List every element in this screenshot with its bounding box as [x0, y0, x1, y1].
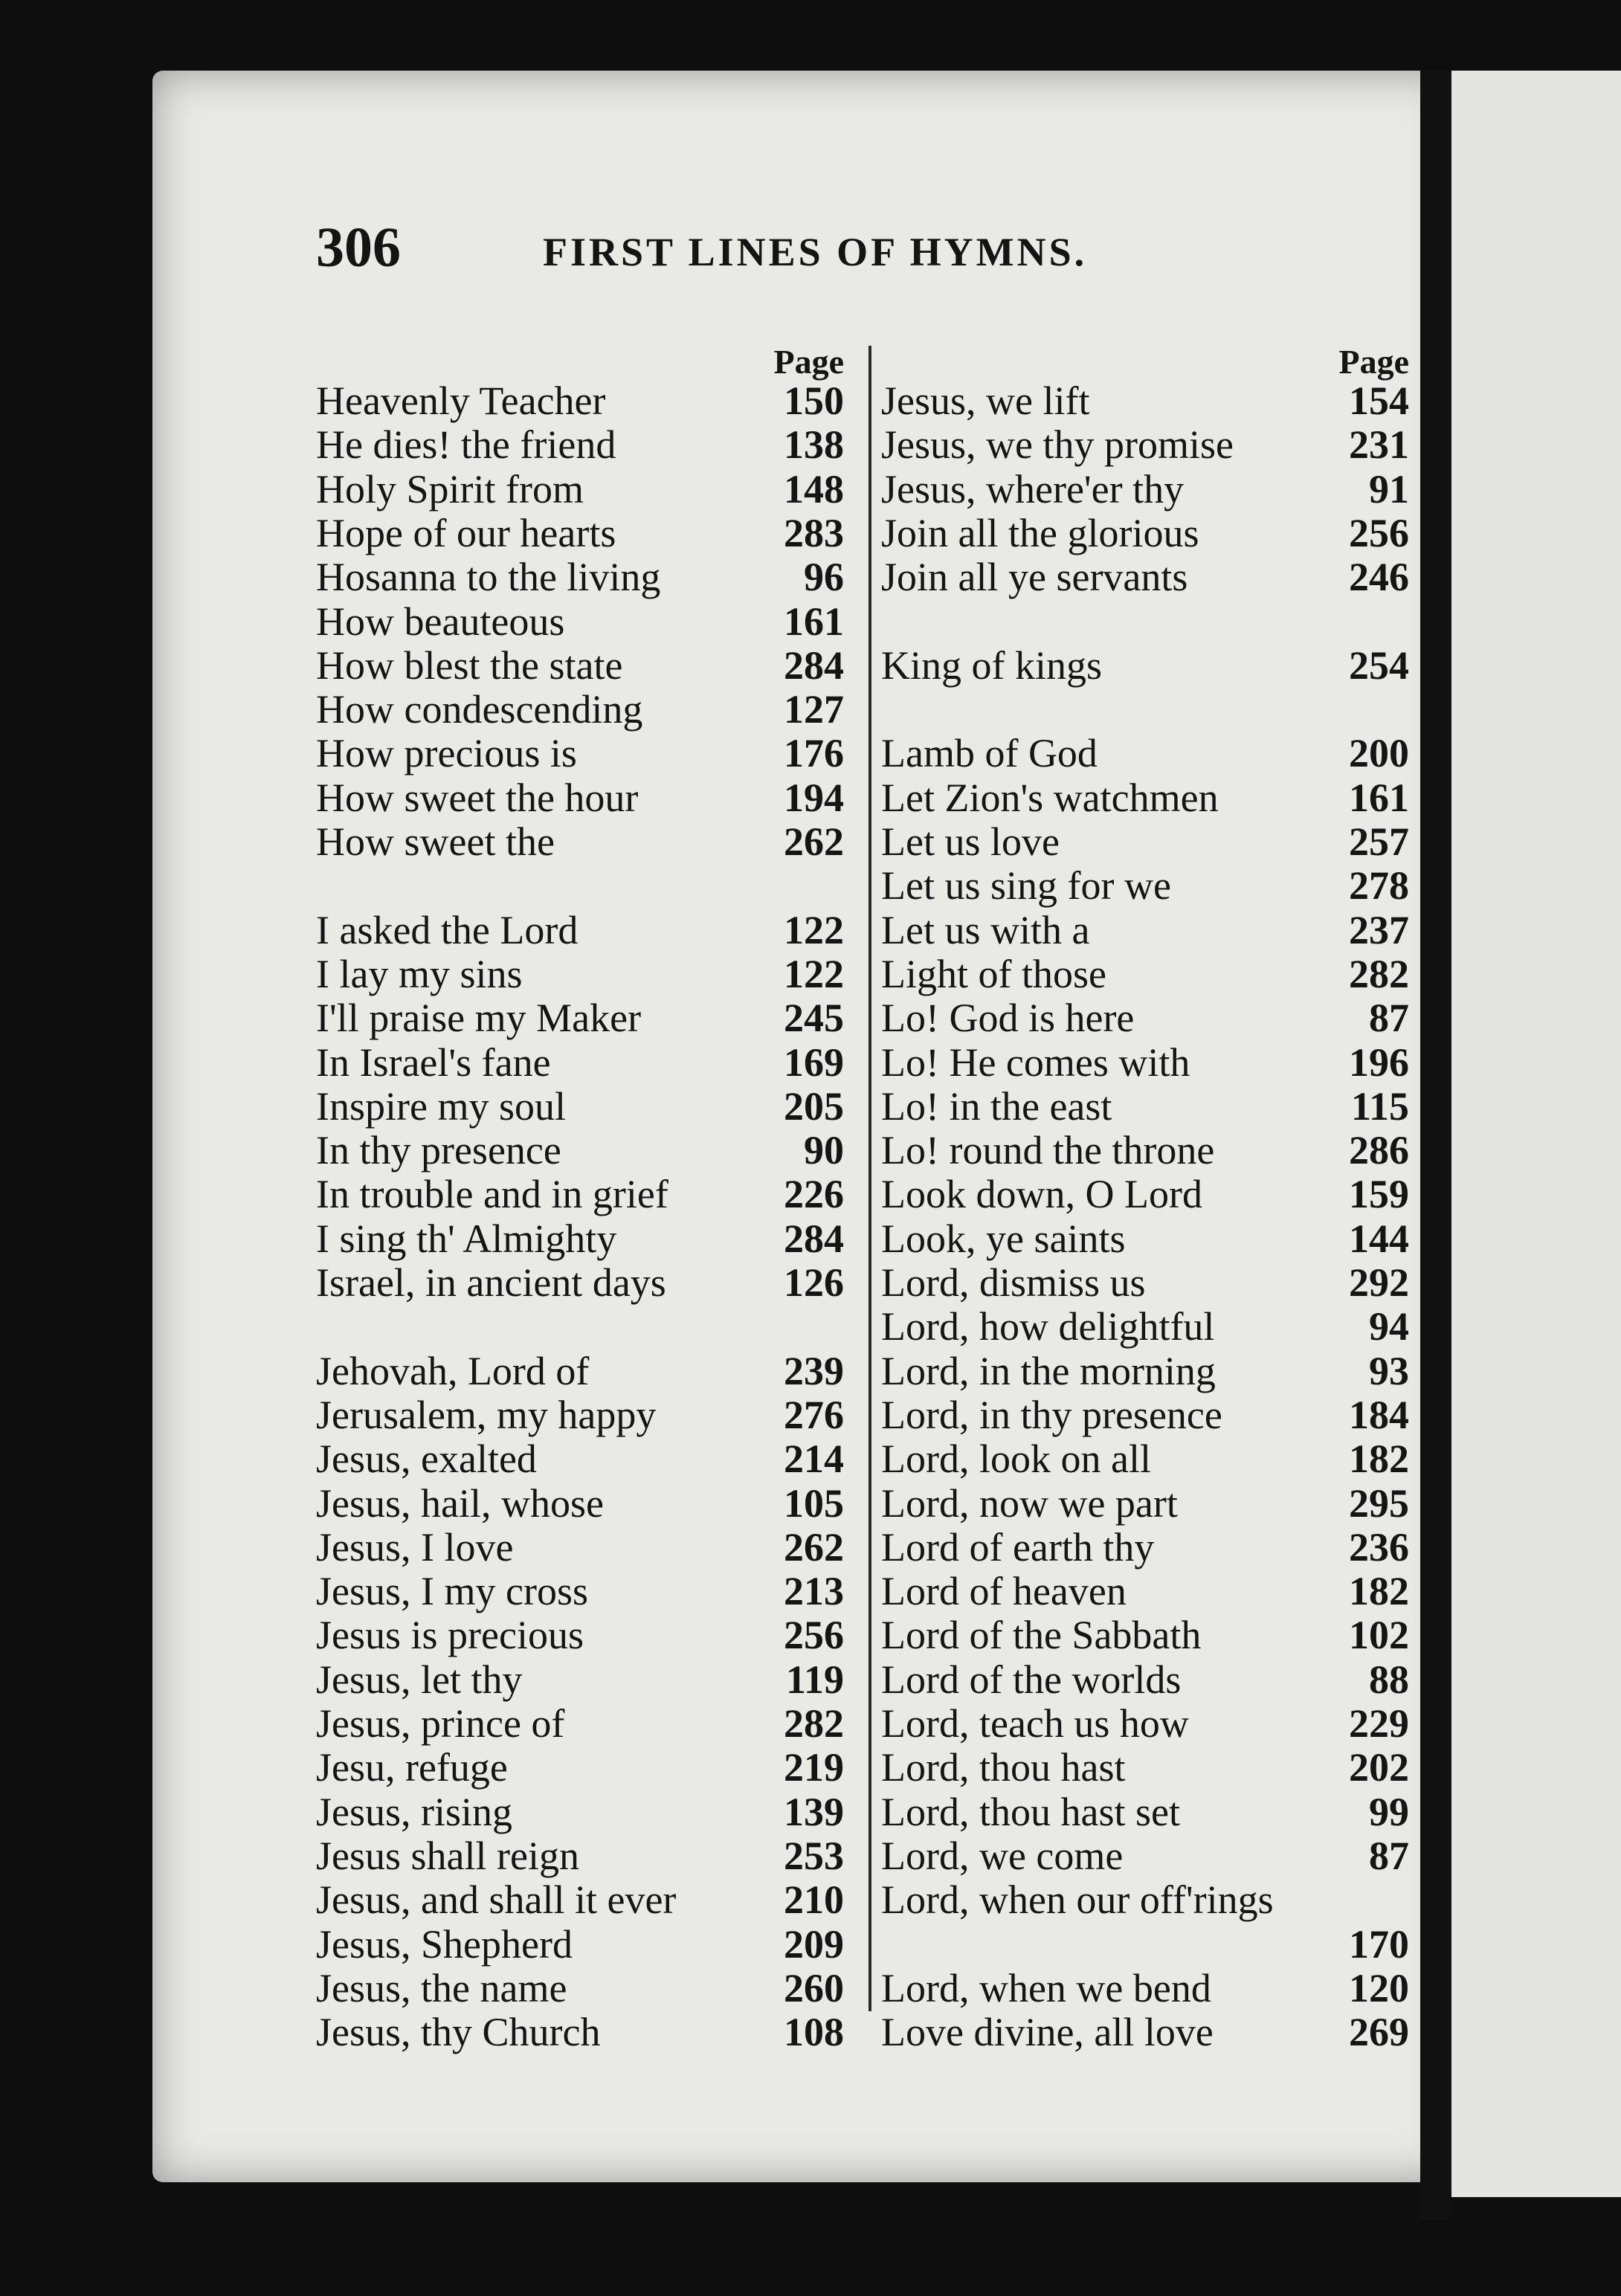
hymn-first-line: Let us sing for we — [881, 863, 1171, 909]
index-entry — [316, 1305, 844, 1349]
hymn-first-line: Jesus, where'er thy — [881, 466, 1185, 512]
hymn-first-line: Jesus, hail, whose — [316, 1480, 604, 1526]
index-entry — [316, 1129, 844, 1173]
index-entry — [316, 512, 844, 555]
hymn-page-number: 93 — [1369, 1348, 1409, 1393]
hymn-first-line: How sweet the — [316, 819, 555, 864]
hymn-first-line: Lord, look on all — [881, 1436, 1151, 1482]
index-entry — [881, 1746, 1409, 1790]
hymn-first-line: Look, ye saints — [881, 1216, 1126, 1261]
hymn-first-line: Jesus shall reign — [316, 1833, 579, 1878]
hymn-first-line: Israel, in ancient days — [316, 1260, 666, 1305]
hymn-page-number: 122 — [784, 951, 844, 996]
hymn-first-line: Lord, how delightful — [881, 1304, 1215, 1349]
hymn-page-number: 182 — [1349, 1436, 1409, 1482]
hymn-page-number: 254 — [1349, 642, 1409, 688]
hymn-page-number: 88 — [1369, 1657, 1409, 1702]
hymn-page-number: 219 — [784, 1745, 844, 1790]
hymn-first-line: Jesus, thy Church — [316, 2010, 601, 2055]
hymn-page-number: 283 — [784, 510, 844, 555]
hymn-page-number: 269 — [1349, 2010, 1409, 2055]
index-entry — [316, 555, 844, 599]
hymn-page-number: 96 — [804, 555, 844, 600]
hymn-first-line: Lamb of God — [881, 731, 1098, 776]
hymn-page-number: 94 — [1369, 1304, 1409, 1349]
hymn-first-line: Lord, now we part — [881, 1480, 1178, 1526]
hymn-page-number: 102 — [1349, 1613, 1409, 1658]
page-column-label: Page — [1338, 343, 1409, 381]
hymn-first-line: Jesus, prince of — [316, 1701, 565, 1746]
index-entry — [881, 1305, 1409, 1349]
index-entry — [316, 2010, 844, 2054]
hymn-page-number: 202 — [1349, 1745, 1409, 1790]
hymn-first-line: Jesus, the name — [316, 1965, 567, 2010]
hymn-page-number: 210 — [784, 1877, 844, 1923]
index-entry — [316, 1967, 844, 2010]
index-entry — [881, 1482, 1409, 1526]
index-entry — [881, 423, 1409, 467]
hymn-page-number: 99 — [1369, 1789, 1409, 1834]
hymn-first-line: Hope of our hearts — [316, 510, 616, 555]
hymn-first-line: Lo! God is here — [881, 996, 1135, 1041]
hymn-first-line: Lo! in the east — [881, 1083, 1112, 1129]
hymn-page-number: 239 — [784, 1348, 844, 1393]
column-divider — [868, 346, 871, 2011]
hymn-first-line: How sweet the hour — [316, 775, 639, 820]
index-entry — [316, 1482, 844, 1526]
hymn-page-number: 236 — [1349, 1524, 1409, 1570]
index-entry — [881, 600, 1409, 644]
hymn-first-line: Lord, dismiss us — [881, 1260, 1146, 1305]
hymn-page-number: 115 — [1350, 1083, 1409, 1129]
index-entry — [316, 1085, 844, 1129]
hymn-page-number: 237 — [1349, 907, 1409, 952]
index-entry — [316, 688, 844, 732]
index-entry — [881, 1967, 1409, 2010]
index-entry — [881, 644, 1409, 688]
index-entry — [316, 820, 844, 864]
hymn-page-number: 148 — [784, 466, 844, 512]
hymn-page-number: 105 — [784, 1480, 844, 1526]
index-entry — [316, 909, 844, 952]
hymn-first-line: Inspire my soul — [316, 1083, 566, 1129]
hymn-first-line: Lord, when we bend — [881, 1965, 1211, 2010]
hymn-page-number: 282 — [784, 1701, 844, 1746]
hymn-first-line: Jesu, refuge — [316, 1745, 508, 1790]
index-entry — [881, 1923, 1409, 1967]
index-entry — [881, 1437, 1409, 1481]
hymn-page-number: 231 — [1349, 422, 1409, 468]
hymn-page-number: 87 — [1369, 1833, 1409, 1878]
index-entry — [881, 1658, 1409, 1702]
hymn-first-line: Jesus, I my cross — [316, 1569, 588, 1614]
hymn-page-number: 138 — [784, 422, 844, 468]
hymn-first-line: Jesus is precious — [316, 1613, 584, 1658]
hymn-page-number: 229 — [1349, 1701, 1409, 1746]
index-entry — [316, 1834, 844, 1878]
index-entry — [881, 1790, 1409, 1834]
hymn-page-number: 144 — [1349, 1216, 1409, 1261]
index-entry — [316, 732, 844, 775]
hymn-page-number: 256 — [1349, 510, 1409, 555]
index-entry — [881, 1085, 1409, 1129]
hymn-page-number: 246 — [1349, 555, 1409, 600]
index-entry — [316, 1923, 844, 1967]
hymn-page-number: 256 — [784, 1613, 844, 1658]
index-entry — [316, 996, 844, 1040]
hymn-page-number: 159 — [1349, 1172, 1409, 1217]
hymn-page-number: 161 — [1349, 775, 1409, 820]
index-entry — [881, 2010, 1409, 2054]
index-entry — [881, 1834, 1409, 1878]
index-entry — [881, 952, 1409, 996]
index-entry — [881, 1349, 1409, 1393]
index-entry — [316, 600, 844, 644]
index-entry — [316, 1702, 844, 1746]
hymn-page-number: 182 — [1349, 1569, 1409, 1614]
hymn-page-number: 194 — [784, 775, 844, 820]
index-entry — [881, 688, 1409, 732]
hymn-first-line: Lord of the worlds — [881, 1657, 1182, 1702]
index-entry — [316, 1613, 844, 1657]
hymn-first-line: Let us love — [881, 819, 1060, 864]
index-entry — [881, 864, 1409, 908]
hymn-first-line: Jerusalem, my happy — [316, 1392, 657, 1437]
hymn-first-line: Lord of heaven — [881, 1569, 1127, 1614]
hymn-page-number: 226 — [784, 1172, 844, 1217]
index-entry — [881, 820, 1409, 864]
hymn-page-number: 209 — [784, 1921, 844, 1967]
hymn-page-number: 253 — [784, 1833, 844, 1878]
index-entry — [316, 644, 844, 688]
hymn-first-line: I sing th' Almighty — [316, 1216, 617, 1261]
index-entry — [881, 1393, 1409, 1437]
index-entry — [881, 732, 1409, 775]
index-entry — [881, 776, 1409, 820]
hymn-page-number: 169 — [784, 1039, 844, 1085]
hymn-first-line: Jesus, rising — [316, 1789, 513, 1834]
hymn-first-line: Lord, we come — [881, 1833, 1124, 1878]
hymn-first-line: I lay my sins — [316, 951, 523, 996]
hymn-first-line: In Israel's fane — [316, 1039, 551, 1085]
hymn-page-number: 91 — [1369, 466, 1409, 512]
index-entry — [881, 512, 1409, 555]
hymn-first-line: Jesus, and shall it ever — [316, 1877, 677, 1923]
hymn-page-number: 87 — [1369, 996, 1409, 1041]
hymn-page-number: 284 — [784, 1216, 844, 1261]
hymn-first-line: King of kings — [881, 642, 1102, 688]
hymn-first-line: Jesus, we thy promise — [881, 422, 1234, 468]
hymn-first-line: Jehovah, Lord of — [316, 1348, 590, 1393]
hymn-first-line: Let us with a — [881, 907, 1090, 952]
hymn-first-line: He dies! the friend — [316, 422, 616, 468]
index-entry — [881, 1570, 1409, 1613]
hymn-page-number: 176 — [784, 731, 844, 776]
hymn-first-line: Jesus, let thy — [316, 1657, 523, 1702]
index-entry — [881, 1129, 1409, 1173]
index-entry — [316, 1526, 844, 1570]
page-title: FIRST LINES OF HYMNS. — [543, 230, 1088, 274]
hymn-first-line: In trouble and in grief — [316, 1172, 668, 1217]
index-entry — [316, 776, 844, 820]
hymn-page-number: 122 — [784, 907, 844, 952]
index-entry — [316, 423, 844, 467]
hymn-first-line: Lord, in thy presence — [881, 1392, 1222, 1437]
hymn-first-line: Lord of the Sabbath — [881, 1613, 1202, 1658]
hymn-page-number: 292 — [1349, 1260, 1409, 1305]
index-entry — [881, 1526, 1409, 1570]
hymn-first-line: Love divine, all love — [881, 2010, 1214, 2055]
index-entry — [881, 1613, 1409, 1657]
hymn-page-number: 284 — [784, 642, 844, 688]
hymn-first-line: Light of those — [881, 951, 1106, 996]
hymn-first-line: Heavenly Teacher — [316, 378, 606, 423]
page-number: 306 — [316, 216, 401, 279]
index-entry — [316, 952, 844, 996]
hymn-page-number: 119 — [785, 1657, 844, 1702]
hymn-first-line: Let Zion's watchmen — [881, 775, 1219, 820]
hymn-page-number: 120 — [1349, 1965, 1409, 2010]
hymn-first-line: Hosanna to the living — [316, 555, 661, 600]
hymn-first-line: Lo! round the throne — [881, 1128, 1215, 1173]
hymn-first-line: Jesus, exalted — [316, 1436, 537, 1482]
index-entry — [881, 1041, 1409, 1085]
index-entry — [316, 1349, 844, 1393]
index-entry — [316, 1217, 844, 1261]
hymn-page-number: 257 — [1349, 819, 1409, 864]
hymn-first-line: Lord, in the morning — [881, 1348, 1216, 1393]
hymn-page-number: 127 — [784, 687, 844, 732]
hymn-first-line: Join all ye servants — [881, 555, 1188, 600]
hymn-first-line: How beauteous — [316, 599, 565, 644]
hymn-page-number: 139 — [784, 1789, 844, 1834]
hymn-first-line: Lord of earth thy — [881, 1524, 1155, 1570]
hymn-first-line: Look down, O Lord — [881, 1172, 1202, 1217]
hymn-first-line: Jesus, we lift — [881, 378, 1090, 423]
hymn-page-number: 170 — [1349, 1921, 1409, 1967]
hymn-first-line: Lord, teach us how — [881, 1701, 1189, 1746]
index-entry — [881, 468, 1409, 512]
index-entry — [316, 1173, 844, 1216]
index-entry — [881, 996, 1409, 1040]
hymn-first-line: Jesus, Shepherd — [316, 1921, 573, 1967]
index-entry — [881, 379, 1409, 423]
hymn-page-number: 262 — [784, 1524, 844, 1570]
hymn-first-line: How condescending — [316, 687, 643, 732]
page-header — [316, 216, 1283, 283]
hymn-first-line: How precious is — [316, 731, 577, 776]
index-entry — [316, 1746, 844, 1790]
hymn-page-number: 286 — [1349, 1128, 1409, 1173]
hymn-page-number: 260 — [784, 1965, 844, 2010]
index-entry — [316, 468, 844, 512]
hymn-first-line: I asked the Lord — [316, 907, 579, 952]
hymn-page-number: 278 — [1349, 863, 1409, 909]
hymn-first-line: Lord, when our off'rings — [881, 1877, 1274, 1923]
index-entry — [881, 1878, 1409, 1922]
page-column-label: Page — [773, 343, 844, 381]
hymn-page-number: 184 — [1349, 1392, 1409, 1437]
hymn-first-line: Join all the glorious — [881, 510, 1199, 555]
hymn-page-number: 262 — [784, 819, 844, 864]
hymn-page-number: 213 — [784, 1569, 844, 1614]
hymn-page-number: 90 — [804, 1128, 844, 1173]
index-entry — [316, 1878, 844, 1922]
hymn-first-line: I'll praise my Maker — [316, 996, 642, 1041]
hymn-page-number: 154 — [1349, 378, 1409, 423]
index-entry — [316, 1041, 844, 1085]
index-entry — [316, 1790, 844, 1834]
next-page-edge — [1451, 71, 1621, 2197]
hymn-first-line: Lord, thou hast set — [881, 1789, 1180, 1834]
hymn-first-line: Lord, thou hast — [881, 1745, 1126, 1790]
index-entry — [881, 1217, 1409, 1261]
index-entry — [316, 1261, 844, 1305]
index-entry — [316, 864, 844, 908]
hymn-page-number: 150 — [784, 378, 844, 423]
index-entry — [316, 1658, 844, 1702]
hymn-page-number: 276 — [784, 1392, 844, 1437]
book-gutter — [1420, 71, 1451, 2219]
index-entry — [316, 379, 844, 423]
hymn-page-number: 205 — [784, 1083, 844, 1129]
hymn-first-line: In thy presence — [316, 1128, 561, 1173]
hymn-page-number: 282 — [1349, 951, 1409, 996]
index-entry — [881, 1261, 1409, 1305]
index-entry — [881, 1702, 1409, 1746]
hymn-page-number: 200 — [1349, 731, 1409, 776]
index-entry — [316, 1437, 844, 1481]
hymn-page-number: 245 — [784, 996, 844, 1041]
index-entry — [316, 1570, 844, 1613]
hymn-page-number: 214 — [784, 1436, 844, 1482]
hymn-page-number: 161 — [784, 599, 844, 644]
hymn-first-line: How blest the state — [316, 642, 623, 688]
hymn-page-number: 108 — [784, 2010, 844, 2055]
hymn-page-number: 126 — [784, 1260, 844, 1305]
index-entry — [881, 909, 1409, 952]
hymn-first-line: Holy Spirit from — [316, 466, 584, 512]
hymn-first-line: Lo! He comes with — [881, 1039, 1190, 1085]
hymn-page-number: 295 — [1349, 1480, 1409, 1526]
index-entry — [881, 555, 1409, 599]
index-entry — [881, 1173, 1409, 1216]
hymn-page-number: 196 — [1349, 1039, 1409, 1085]
index-entry — [316, 1393, 844, 1437]
hymn-first-line: Jesus, I love — [316, 1524, 514, 1570]
